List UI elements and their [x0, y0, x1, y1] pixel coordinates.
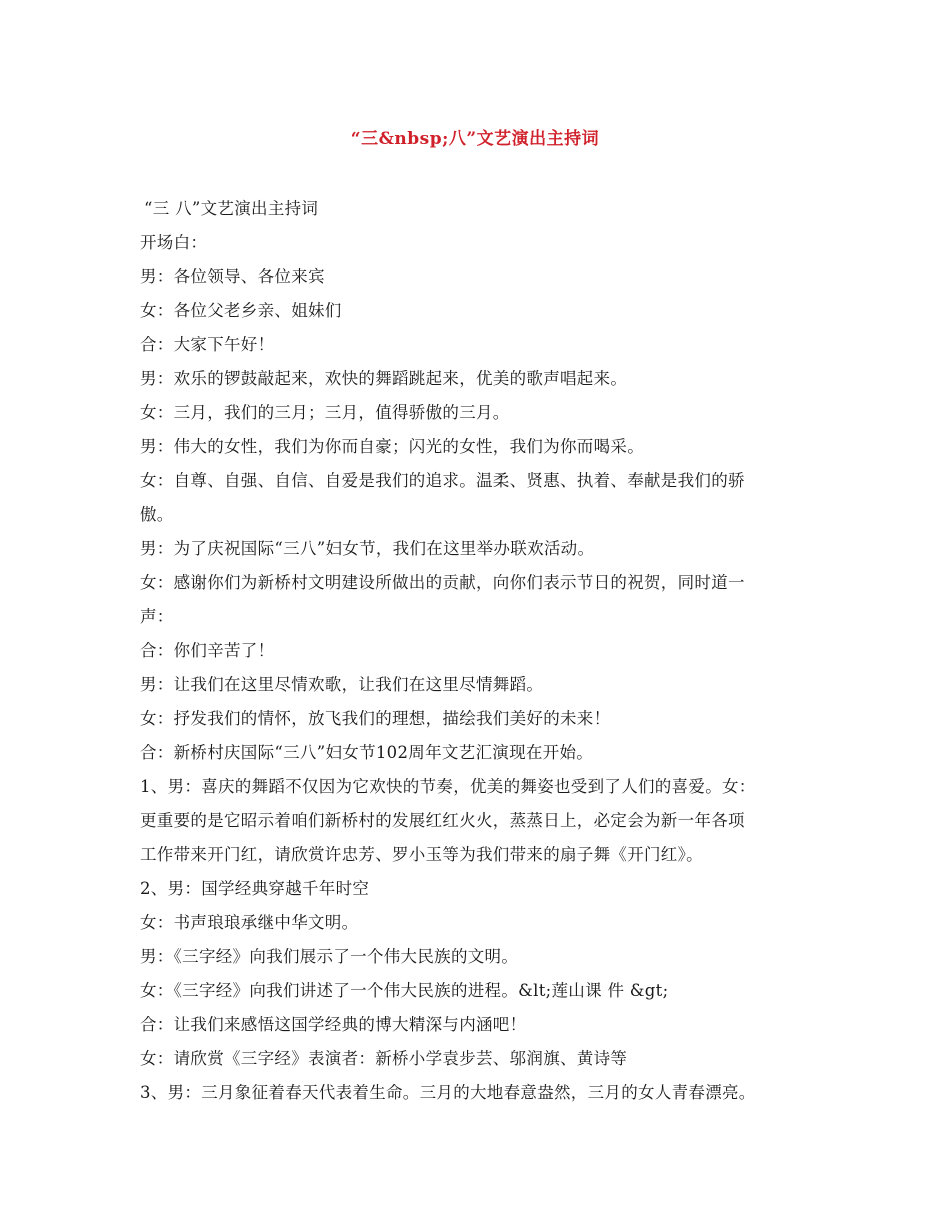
text-line: 女：请欣赏《三字经》表演者：新桥小学袁步芸、邬润旗、黄诗等	[140, 1049, 628, 1068]
text-line: 合：大家下午好！	[140, 335, 275, 354]
text-line: 男：让我们在这里尽情欢歌，让我们在这里尽情舞蹈。	[140, 675, 544, 694]
text-line: “三 八”文艺演出主持词	[144, 199, 319, 218]
text-line: 女：书声琅琅承继中华文明。	[140, 913, 359, 932]
text-line: 开场白：	[140, 233, 208, 252]
text-line: 合：让我们来感悟这国学经典的博大精深与内涵吧！	[140, 1015, 527, 1034]
text-line: 女：《三字经》向我们讲述了一个伟大民族的进程。&lt;莲山课 件 &gt;	[140, 981, 669, 1000]
text-line: 更重要的是它昭示着咱们新桥村的发展红红火火，蒸蒸日上，必定会为新一年各项	[140, 811, 745, 830]
text-line: 男：为了庆祝国际“三八”妇女节，我们在这里举办联欢活动。	[140, 539, 595, 558]
text-line: 男：各位领导、各位来宾	[140, 267, 325, 286]
text-line: 傲。	[140, 505, 174, 524]
text-line: 男：欢乐的锣鼓敲起来，欢快的舞蹈跳起来，优美的歌声唱起来。	[140, 369, 628, 388]
text-line: 声：	[140, 607, 174, 626]
document-title: “三&nbsp;八”文艺演出主持词	[350, 129, 600, 149]
text-line: 工作带来开门红，请欣赏许忠芳、罗小玉等为我们带来的扇子舞《开门红》。	[140, 845, 703, 864]
text-line: 3、男：三月象征着春天代表着生命。三月的大地春意盎然，三月的女人青春漂亮。	[140, 1083, 756, 1102]
text-line: 合：你们辛苦了！	[140, 641, 275, 660]
document-body	[140, 192, 820, 1110]
text-line: 男：《三字经》向我们展示了一个伟大民族的文明。	[140, 947, 519, 966]
text-line: 女：三月，我们的三月；三月，值得骄傲的三月。	[140, 403, 510, 422]
text-line: 2、男：国学经典穿越千年时空	[140, 879, 370, 898]
text-line: 女：自尊、自强、自信、自爱是我们的追求。温柔、贤惠、执着、奉献是我们的骄	[140, 471, 745, 490]
text-line: 1、男：喜庆的舞蹈不仅因为它欢快的节奏，优美的舞姿也受到了人们的喜爱。女：	[140, 777, 756, 796]
text-line: 女：各位父老乡亲、姐妹们	[140, 301, 342, 320]
text-line: 合：新桥村庆国际“三八”妇女节102周年文艺汇演现在开始。	[140, 743, 594, 762]
text-line: 男：伟大的女性，我们为你而自豪；闪光的女性，我们为你而喝采。	[140, 437, 644, 456]
text-line: 女：感谢你们为新桥村文明建设所做出的贡献，向你们表示节日的祝贺，同时道一	[140, 573, 745, 592]
text-line: 女：抒发我们的情怀，放飞我们的理想，描绘我们美好的未来！	[140, 709, 611, 728]
